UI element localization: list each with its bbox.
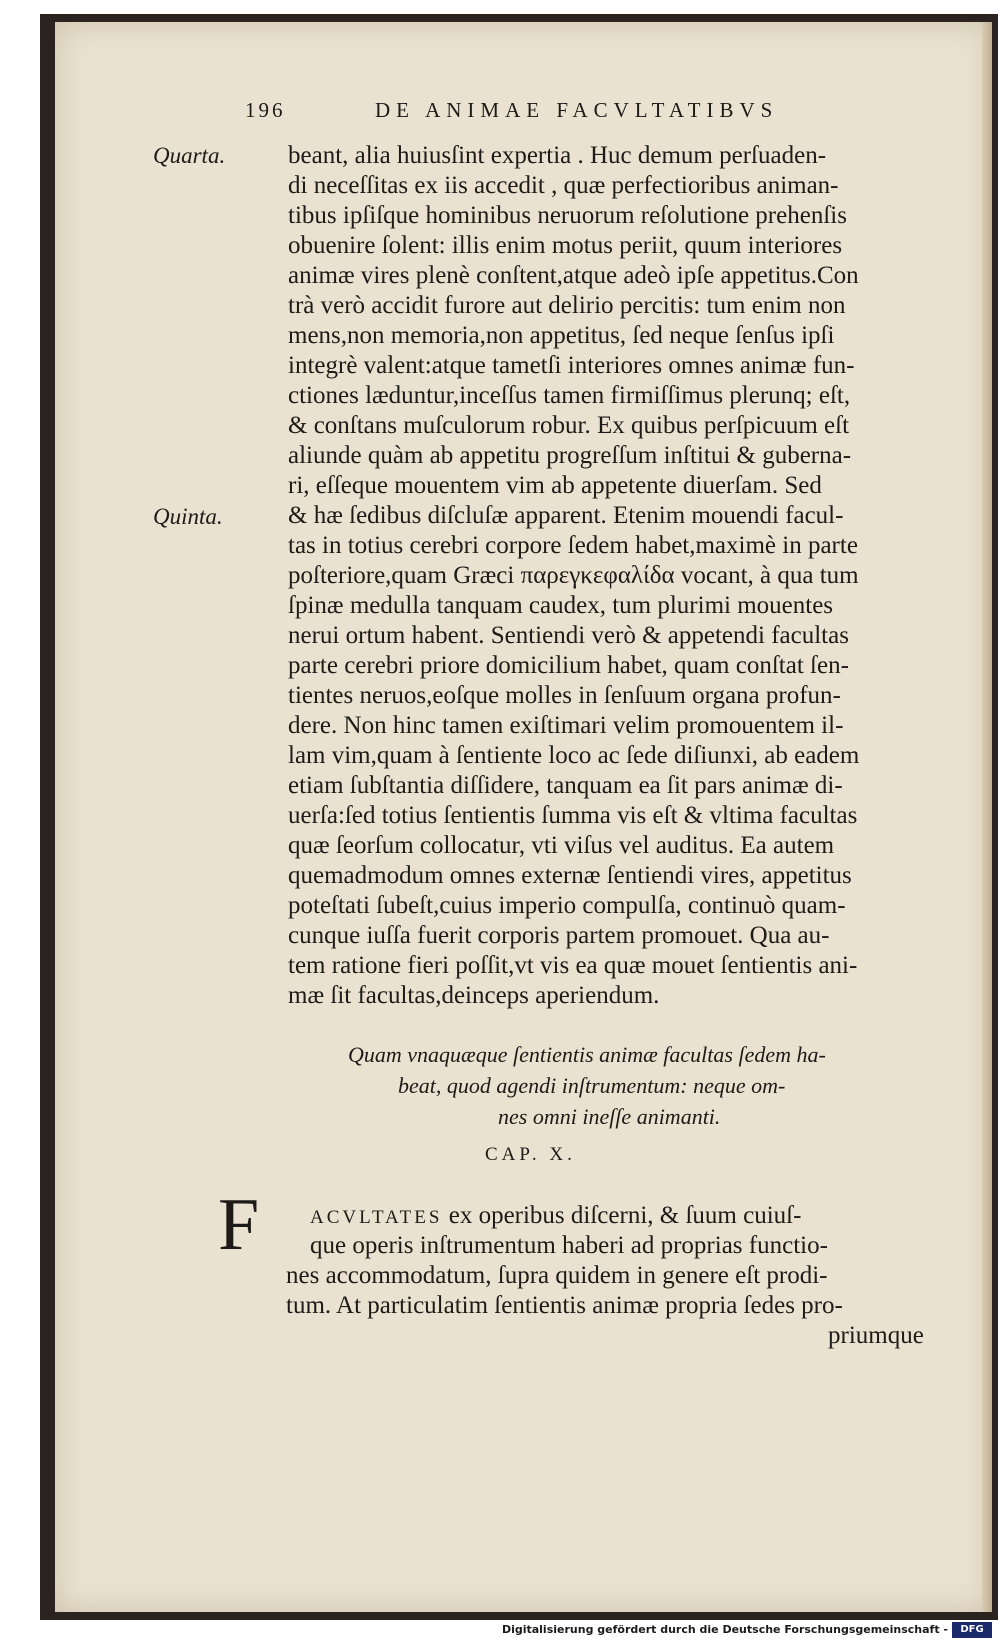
text-line: di neceſſitas ex iis accedit , quæ perfectioribus animan- [288,172,839,199]
text-line: uerſa:ſed totius ſentientis ſumma vis eſt & vltima facultas [288,802,858,829]
text-line: lam vim,quam à ſentiente loco ac ſede diſiunxi, ab eadem [288,742,860,769]
chapter-text-line: tum. At particulatim ſentientis animæ propria ſedes pro- [286,1292,843,1319]
chapter-heading-line: beat, quod agendi inſtrumentum: neque om- [398,1073,786,1098]
chapter-heading-line: nes omni ineſſe animanti. [498,1104,721,1129]
first-word-small-caps: ACVLTATES [310,1207,443,1228]
chapter-text-line: ex operibus diſcerni, & ſuum cuiuſ- [448,1202,802,1229]
text-line: animæ vires plenè conſtent,atque adeò ipſe appetitus.Con [288,262,859,289]
text-line: trà verò accidit furore aut delirio percitis: tum enim non [288,292,846,319]
running-head [245,98,845,128]
chapter-first-line [310,1201,801,1233]
text-line: tem ratione fieri poſſit,vt vis ea quæ mouet ſentientis ani- [288,952,858,979]
funding-notice: Digitalisierung gefördert durch die Deutsche Forschungsgemeinschaft - [501,1623,948,1636]
text-line: ſpinæ medulla tanquam caudex, tum plurimi mouentes [288,592,834,619]
page-number: 196 [245,98,286,122]
text-line: etiam ſubſtantia diſſidere, tanquam ea ſit pars animæ di- [288,772,843,799]
catchword: priumque [828,1322,924,1349]
margin-note-quinta: Quinta. [153,504,223,529]
text-line: parte cerebri priore domicilium habet, quam conſtat ſen- [288,652,849,679]
text-line: ri, eſſeque mouentem vim ab appetente diuerſam. Sed [288,472,822,499]
text-line: quemadmodum omnes externæ ſentiendi vires, appetitus [288,862,852,889]
text-line: dere. Non hinc tamen exiſtimari velim promouentem il- [288,712,844,739]
text-line: tas in totius cerebri corpore ſedem habet,maximè in parte [288,532,858,559]
chapter-text-line: nes accommodatum, ſupra quidem in genere eſt prodi- [286,1262,828,1289]
margin-note-quarta: Quarta. [153,143,226,168]
dfg-logo: DFG [952,1622,992,1638]
text-line: poteſtati ſubeſt,cuius imperio compulſa, continuò quam- [288,892,846,919]
text-line: nerui ortum habent. Sentiendi verò & appetendi facultas [288,622,849,649]
chapter-label: CAP. X. [485,1144,576,1165]
text-line: quæ ſeorſum collocatur, vti viſus vel auditus. Ea autem [288,832,835,859]
text-line: beant, alia huiusſint expertia . Huc demum perſuaden- [288,142,827,169]
text-line: & hæ ſedibus diſcluſæ apparent. Etenim mouendi facul- [288,502,844,529]
text-line: aliunde quàm ab appetitu progreſſum inſtitui & guberna- [288,442,852,469]
text-line: cunque iuſſa fuerit corporis partem promouet. Qua au- [288,922,830,949]
text-line: tibus ipſiſque hominibus neruorum reſolutione prehenſis [288,202,847,229]
chapter-heading-line: Quam vnaquæque ſentientis animæ facultas ſedem ha- [348,1042,826,1067]
text-line: obuenire ſolent: illis enim motus periit, quum interiores [288,232,843,259]
text-line: & conſtans muſculorum robur. Ex quibus perſpicuum eſt [288,412,850,439]
footer-bar [0,1620,1000,1643]
text-line: mens,non memoria,non appetitus, ſed neque ſenſus ipſi [288,322,835,349]
chapter-text-line: que operis inſtrumentum haberi ad proprias functio- [310,1232,828,1259]
text-line: poſteriore,quam Græci παρεγκεφαλίδα vocant, à qua tum [288,562,859,589]
text-line: integrè valent:atque tametſi interiores omnes animæ fun- [288,352,855,379]
drop-cap: F [218,1184,260,1266]
running-title: DE ANIMAE FACVLTATIBVS [375,98,779,122]
text-line: tientes neruos,eoſque molles in ſenſuum organa profun- [288,682,841,709]
text-line: ctiones læduntur,inceſſus tamen firmiſſimus plerunq; eſt, [288,382,851,409]
text-line: mæ ſit facultas,deinceps aperiendum. [288,982,660,1009]
